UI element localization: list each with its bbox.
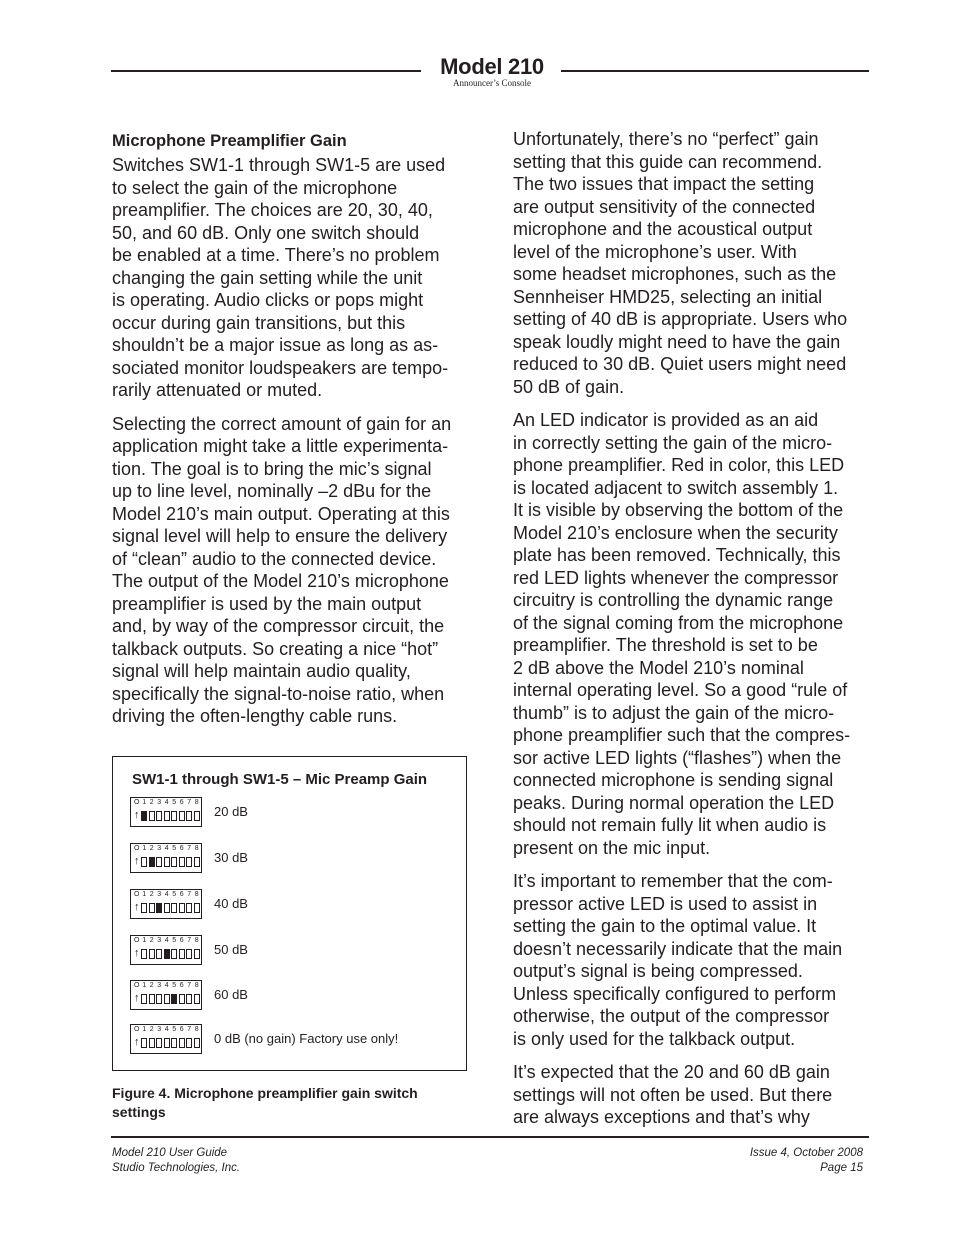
paragraph	[513, 409, 873, 859]
gain-setting-label: 0 dB (no gain) Factory use only!	[214, 1031, 399, 1046]
switch-position	[186, 949, 192, 959]
switch-number: 3	[157, 799, 162, 806]
footer-right	[660, 1146, 863, 1176]
switch-position	[171, 949, 177, 959]
switch-number: 4	[164, 1026, 169, 1033]
switch-number: 2	[149, 799, 154, 806]
switch-number: O	[134, 891, 140, 898]
switch-number: 6	[179, 982, 184, 989]
text-line: An LED indicator is provided as an aid	[513, 410, 819, 430]
switch-number: 3	[157, 891, 162, 898]
up-arrow-icon: ↑	[134, 947, 140, 959]
switch-position	[164, 1038, 170, 1048]
switch-number: 7	[187, 937, 192, 944]
switch-position	[194, 949, 200, 959]
switch-position	[141, 1038, 147, 1048]
switch-number: 5	[172, 845, 177, 852]
switch-position	[179, 857, 185, 867]
text-line: application might take a little experimenta-	[112, 436, 449, 456]
switch-number: 7	[187, 1026, 192, 1033]
switch-position	[171, 994, 177, 1004]
text-line: phone preamplifier such that the compres-	[513, 725, 851, 745]
switch-number: 2	[149, 937, 154, 944]
text-line: It’s important to remember that the com-	[513, 871, 833, 891]
switch-number: O	[134, 845, 140, 852]
switch-position	[179, 811, 185, 821]
text-line: be enabled at a time. There’s no problem	[112, 245, 440, 265]
paragraph	[513, 870, 873, 1050]
switch-position	[186, 903, 192, 913]
dip-switch	[130, 889, 202, 919]
dip-switch	[130, 980, 202, 1010]
switch-position	[149, 857, 155, 867]
switch-position	[149, 949, 155, 959]
figure-caption	[112, 1084, 472, 1122]
switch-number: 4	[164, 799, 169, 806]
switch-number: 6	[179, 891, 184, 898]
text-line: signal level will help to ensure the delivery	[112, 526, 448, 546]
switch-number: 8	[194, 845, 199, 852]
text-line: signal will help maintain audio quality,	[112, 661, 411, 681]
text-line: settings will not often be used. But there	[513, 1084, 833, 1105]
gain-setting-label: 30 dB	[214, 850, 248, 865]
footer-left	[112, 1146, 240, 1176]
switch-numbers	[133, 1026, 201, 1034]
up-arrow-icon: ↑	[134, 992, 140, 1004]
gain-setting-label: 50 dB	[214, 942, 248, 957]
switch-number: 2	[149, 1026, 154, 1033]
text-line: changing the gain setting while the unit	[112, 267, 423, 288]
text-line: plate has been removed. Technically, this	[513, 545, 841, 565]
switch-position	[156, 811, 162, 821]
switch-position	[186, 994, 192, 1004]
switch-position	[149, 903, 155, 913]
switch-number: 3	[157, 937, 162, 944]
gain-setting-label: 60 dB	[214, 987, 248, 1002]
text-line: thumb” is to adjust the gain of the micro-	[513, 702, 835, 723]
up-arrow-icon: ↑	[134, 1036, 140, 1048]
switch-number: 4	[164, 891, 169, 898]
paragraph	[112, 154, 472, 402]
switch-position	[171, 811, 177, 821]
text-line: some headset microphones, such as the	[513, 264, 837, 284]
text-line: It is visible by observing the bottom of the	[513, 500, 844, 520]
switch-position	[156, 857, 162, 867]
switch-number: 1	[142, 845, 147, 852]
text-line: setting of 40 dB is appropriate. Users who	[513, 309, 848, 329]
switch-number: 3	[157, 1026, 162, 1033]
text-line: speak loudly might need to have the gain	[513, 331, 841, 352]
switch-position	[179, 949, 185, 959]
switch-number: 6	[179, 937, 184, 944]
text-line: talkback outputs. So creating a nice “hot”	[112, 638, 439, 659]
switch-position	[164, 903, 170, 913]
text-line: is located adjacent to switch assembly 1.	[513, 477, 839, 498]
text-line: setting that this guide can recommend.	[513, 151, 823, 172]
switch-position	[186, 811, 192, 821]
switch-number: 7	[187, 891, 192, 898]
switch-number: O	[134, 937, 140, 944]
switch-position	[141, 903, 147, 913]
text-line: Switches SW1-1 through SW1-5 are used	[112, 155, 446, 175]
text-line: sociated monitor loudspeakers are tempo-	[112, 357, 449, 378]
switch-number: O	[134, 982, 140, 989]
switch-number: 5	[172, 891, 177, 898]
text-line: present on the mic input.	[513, 837, 711, 858]
text-line: red LED lights whenever the compressor	[513, 567, 839, 588]
paragraph	[513, 128, 873, 398]
footer-issue: Issue 4, October 2008	[749, 1147, 863, 1159]
text-line: Sennheiser HMD25, selecting an initial	[513, 286, 823, 307]
text-line: should not remain fully lit when audio is	[513, 815, 827, 835]
switch-number: 7	[187, 799, 192, 806]
switch-number: 5	[172, 982, 177, 989]
switch-position	[156, 1038, 162, 1048]
switch-number: 2	[149, 891, 154, 898]
text-line: rarily attenuated or muted.	[112, 380, 323, 400]
switch-number: 4	[164, 982, 169, 989]
text-line: of the signal coming from the microphone	[513, 612, 844, 633]
text-line: sor active LED lights (“flashes”) when the	[513, 747, 842, 768]
right-column	[513, 128, 873, 1140]
switch-number: 1	[142, 937, 147, 944]
switch-position	[149, 994, 155, 1004]
footer-page-number: Page 15	[820, 1162, 863, 1174]
section-heading: Microphone Preamplifier Gain	[112, 132, 347, 150]
text-line: occur during gain transitions, but this	[112, 312, 406, 333]
text-line: is only used for the talkback output.	[513, 1028, 796, 1049]
footer-company: Studio Technologies, Inc.	[112, 1162, 241, 1174]
text-line: The two issues that impact the setting	[513, 174, 815, 194]
text-line: phone preamplifier. Red in color, this LED	[513, 455, 845, 475]
text-line: setting the gain to the optimal value. It	[513, 916, 817, 936]
text-line: level of the microphone’s user. With	[513, 241, 797, 262]
switch-number: 1	[142, 982, 147, 989]
switch-number: 4	[164, 937, 169, 944]
text-line: up to line level, nominally –2 dBu for the	[112, 481, 432, 501]
switch-number: 1	[142, 1026, 147, 1033]
text-line: Unless specifically configured to perform	[513, 983, 837, 1004]
text-line: peaks. During normal operation the LED	[513, 792, 835, 813]
text-line: Model 210’s main output. Operating at this	[112, 503, 450, 524]
up-arrow-icon: ↑	[134, 901, 140, 913]
switch-number: O	[134, 1026, 140, 1033]
switch-position	[194, 994, 200, 1004]
switch-numbers	[133, 937, 201, 945]
text-line: circuitry is controlling the dynamic range	[513, 590, 834, 610]
dip-switch	[130, 797, 202, 827]
switch-position	[149, 811, 155, 821]
text-line: reduced to 30 dB. Quiet users might need	[513, 354, 847, 374]
switch-number: 3	[157, 845, 162, 852]
switch-position	[164, 994, 170, 1004]
text-line: 50, and 60 dB. Only one switch should	[112, 222, 420, 243]
logo-subtitle: Announcer’s Console	[452, 78, 532, 88]
gain-setting-label: 40 dB	[214, 896, 248, 911]
switch-numbers	[133, 845, 201, 853]
up-arrow-icon: ↑	[134, 809, 140, 821]
text-line: Model 210’s enclosure when the security	[513, 522, 838, 543]
text-line: driving the often-lengthy cable runs.	[112, 706, 398, 726]
text-line: internal operating level. So a good “rule of	[513, 680, 848, 700]
text-line: It’s expected that the 20 and 60 dB gain	[513, 1062, 830, 1082]
switch-position	[164, 857, 170, 867]
text-line: Selecting the correct amount of gain for an	[112, 413, 452, 434]
switch-position	[156, 949, 162, 959]
switch-number: 8	[194, 982, 199, 989]
switch-position	[164, 949, 170, 959]
switch-position	[156, 994, 162, 1004]
switch-number: 4	[164, 845, 169, 852]
switch-number: 2	[149, 982, 154, 989]
switch-number: 2	[149, 845, 154, 852]
switch-number: 5	[172, 1026, 177, 1033]
text-line: of “clean” audio to the connected device.	[112, 548, 437, 569]
left-column	[112, 128, 472, 739]
text-line: settings	[112, 1104, 166, 1120]
text-line: to select the gain of the microphone	[112, 177, 398, 198]
header-rule-left	[111, 70, 421, 72]
text-line: preamplifier is used by the main output	[112, 593, 422, 614]
text-line: connected microphone is sending signal	[513, 770, 834, 790]
switch-number: 7	[187, 982, 192, 989]
switch-position	[179, 903, 185, 913]
switch-position	[171, 1038, 177, 1048]
gain-setting-label: 20 dB	[214, 804, 248, 819]
text-line: tion. The goal is to bring the mic’s signal	[112, 458, 432, 479]
switch-position	[179, 994, 185, 1004]
switch-position	[194, 903, 200, 913]
switch-number: 7	[187, 845, 192, 852]
switch-position	[186, 857, 192, 867]
switch-number: 6	[179, 845, 184, 852]
footer-guide-title: Model 210 User Guide	[112, 1147, 228, 1159]
text-line: microphone and the acoustical output	[513, 219, 813, 239]
text-line: and, by way of the compressor circuit, the	[112, 616, 445, 636]
switch-position	[141, 811, 147, 821]
switch-number: O	[134, 799, 140, 806]
dip-switch	[130, 935, 202, 965]
footer-rule	[111, 1136, 869, 1138]
text-line: Unfortunately, there’s no “perfect” gain	[513, 129, 819, 149]
header-rule-right	[561, 70, 869, 72]
text-line: preamplifier. The threshold is set to be	[513, 635, 818, 655]
switch-number: 6	[179, 1026, 184, 1033]
switch-number: 1	[142, 799, 147, 806]
text-line: pressor active LED is used to assist in	[513, 893, 818, 914]
switch-numbers	[133, 891, 201, 899]
text-line: 50 dB of gain.	[513, 376, 625, 397]
switch-numbers	[133, 799, 201, 807]
switch-position	[149, 1038, 155, 1048]
switch-position	[171, 903, 177, 913]
text-line: preamplifier. The choices are 20, 30, 40,	[112, 200, 433, 220]
switch-number: 5	[172, 799, 177, 806]
text-line: in correctly setting the gain of the micro-	[513, 432, 833, 453]
text-line: is operating. Audio clicks or pops might	[112, 290, 424, 310]
switch-number: 8	[194, 891, 199, 898]
switch-position	[186, 1038, 192, 1048]
switch-position	[194, 811, 200, 821]
switch-position	[156, 903, 162, 913]
switch-number: 8	[194, 799, 199, 806]
switch-position	[194, 1038, 200, 1048]
switch-position	[194, 857, 200, 867]
switch-position	[164, 811, 170, 821]
text-line: shouldn’t be a major issue as long as as-	[112, 335, 439, 355]
text-line: doesn’t necessarily indicate that the main	[513, 938, 843, 959]
text-line: specifically the signal-to-noise ratio, when	[112, 683, 445, 704]
logo-title: Model 210	[440, 54, 544, 79]
text-line: Figure 4. Microphone preamplifier gain switch	[112, 1085, 418, 1101]
switch-number: 1	[142, 891, 147, 898]
gain-switch-figure	[112, 756, 467, 1071]
switch-number: 6	[179, 799, 184, 806]
up-arrow-icon: ↑	[134, 855, 140, 867]
switch-position	[171, 857, 177, 867]
model-210-logo	[431, 55, 553, 88]
text-line: 2 dB above the Model 210’s nominal	[513, 657, 804, 678]
dip-switch	[130, 843, 202, 873]
text-line: otherwise, the output of the compressor	[513, 1006, 830, 1026]
figure-title: SW1-1 through SW1-5 – Mic Preamp Gain	[132, 771, 428, 788]
switch-numbers	[133, 982, 201, 990]
text-line: The output of the Model 210’s microphone	[112, 571, 449, 591]
paragraph	[112, 413, 472, 728]
switch-position	[141, 949, 147, 959]
switch-number: 5	[172, 937, 177, 944]
switch-number: 8	[194, 1026, 199, 1033]
switch-number: 8	[194, 937, 199, 944]
dip-switch	[130, 1024, 202, 1054]
paragraph	[513, 1061, 873, 1129]
text-line: are always exceptions and that’s why	[513, 1107, 810, 1127]
switch-position	[141, 857, 147, 867]
text-line: output’s signal is being compressed.	[513, 961, 803, 981]
text-line: are output sensitivity of the connected	[513, 196, 816, 217]
switch-number: 3	[157, 982, 162, 989]
switch-position	[141, 994, 147, 1004]
switch-position	[179, 1038, 185, 1048]
